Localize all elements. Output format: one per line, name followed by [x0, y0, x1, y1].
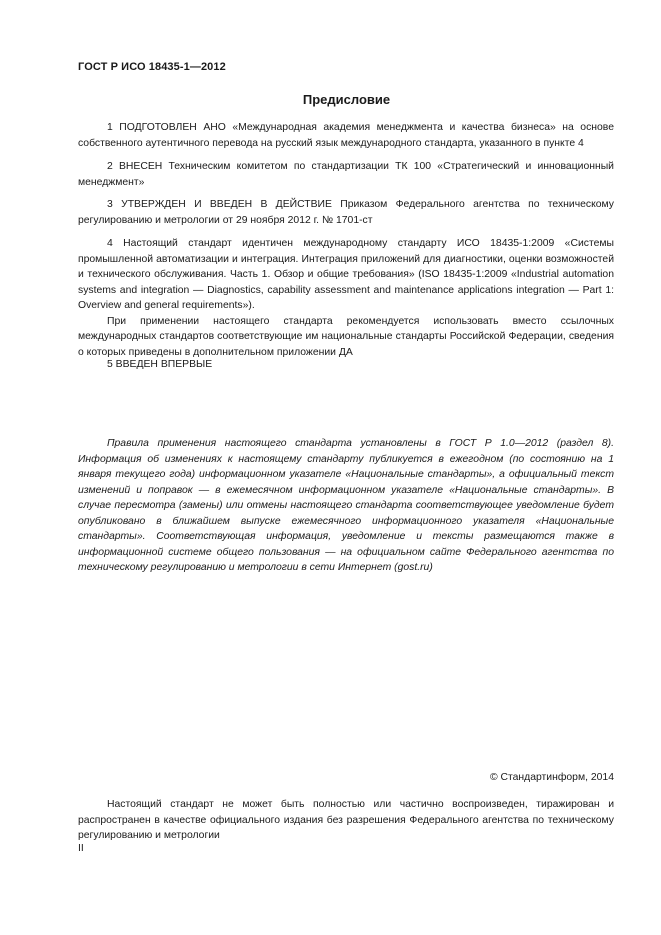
- item-1-text: 1 ПОДГОТОВЛЕН АНО «Международная академия менеджмента и качества бизнеса» на основе собственного аутентичного перевода на русский язык международного стандарта, указанного в пункте 4: [78, 122, 614, 149]
- item-4-note: При применении настоящего стандарта рекомендуется использовать вместо ссылочных международных стандартов соответствующие им национальные стандарты Российской Федерации, сведения о которых приведены в дополнительном приложении ДА: [78, 315, 614, 358]
- notice-text: Правила применения настоящего стандарта установлены в ГОСТ Р 1.0—2012 (раздел 8). Информация об изменениях к настоящему стандарту публикуется в ежегодном (по состоянию на 1 января текущего года) информационном указателе «Национальные стандарты», а официальный текст изменений и поправок — в ежемесячном информационном указателе «Национальные стандарты». В случае пересмотра (замены) или отмены настоящего стандарта соответствующее уведомление будет опубликовано в ближайшем выпуске ежемесячного информационного указателя «Национальные стандарты». Соответствующая информация, уведомление и тексты размещаются также в информационной системе общего пользования — на официальном сайте Федерального агентства по техническому регулированию и метрологии в сети Интернет (gost.ru): [78, 438, 614, 573]
- item-4: [78, 236, 614, 360]
- reproduction-text: Настоящий стандарт не может быть полностью или частично воспроизведен, тиражирован и распространен в качестве официального издания без разрешения Федерального агентства по техническому регулированию и метрологии: [78, 799, 614, 841]
- page-title: Предисловие: [302, 92, 391, 107]
- document-header: ГОСТ Р ИСО 18435-1—2012: [78, 61, 226, 73]
- item-5-text: 5 ВВЕДЕН ВПЕРВЫЕ: [107, 359, 213, 370]
- item-3-text: 3 УТВЕРЖДЕН И ВВЕДЕН В ДЕЙСТВИЕ Приказом Федерального агентства по техническому регулированию и метрологии от 29 ноября 2012 г. № 1701-ст: [78, 199, 614, 226]
- item-2-text: 2 ВНЕСЕН Техническим комитетом по стандартизации ТК 100 «Стратегический и инновационный менеджмент»: [78, 161, 614, 188]
- item-4-text: 4 Настоящий стандарт идентичен международному стандарту ИСО 18435-1:2009 «Системы промышленной автоматизации и интеграция. Интеграция приложений для диагностики, оценки возможностей и технического обслуживания. Часть 1. Обзор и общие требования» (ISO 18435-1:2009 «Industrial automation systems and integration — Diagnostics, capability assessment and maintenance applications integration — Part 1: Overview and general requirements»).: [78, 238, 614, 311]
- copyright: © Стандартинформ, 2014: [489, 772, 614, 783]
- notice-block: [78, 436, 614, 576]
- item-3: [78, 197, 614, 228]
- item-2: [78, 159, 614, 190]
- item-1: [78, 120, 614, 151]
- reproduction-block: [78, 797, 614, 844]
- item-5: [78, 357, 614, 373]
- page-number: II: [78, 843, 84, 854]
